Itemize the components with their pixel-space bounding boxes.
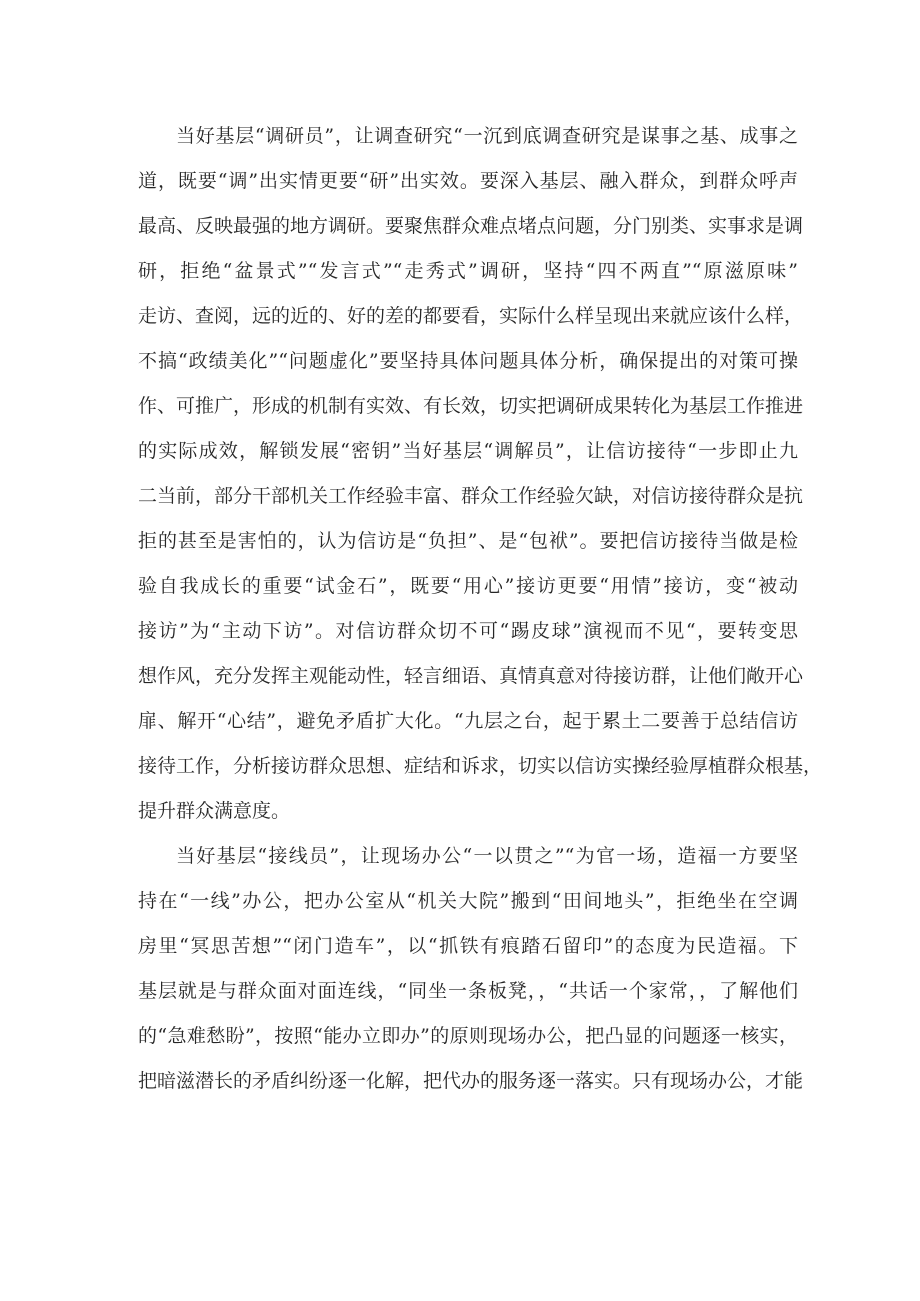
- paragraph-2-line-6: 把暗滋潜长的矛盾纠纷逐一化解，把代办的服务逐一落实。只有现场办公，才能: [138, 1070, 804, 1092]
- body-text: [138, 124, 823, 1254]
- paragraph-1-line-1: 当好基层“调研员”，让调查研究“一沉到底调查研究是谋事之基、成事之: [176, 125, 798, 147]
- paragraph-1-line-15: 接待工作，分析接访群众思想、症结和诉求，切实以信访实操经验厚植群众根基，: [138, 755, 823, 777]
- paragraph-1-line-9: 二当前，部分干部机关工作经验丰富、群众工作经验欠缺，对信访接待群众是抗: [138, 485, 804, 507]
- paragraph-1-line-2: 道，既要“调”出实情更要“研”出实效。要深入基层、融入群众，到群众呼声: [138, 170, 798, 192]
- paragraph-1-line-12: 接访”为“主动下访”。对信访群众切不可“踢皮球”演视而不见“，要转变思: [138, 620, 798, 642]
- paragraph-1-line-3: 最高、反映最强的地方调研。要聚焦群众难点堵点问题，分门别类、实事求是调: [138, 215, 804, 237]
- paragraph-2-line-5: 的“急难愁盼”，按照“能办立即办”的原则现场办公，把凸显的问题逐一核实，: [138, 1025, 798, 1047]
- paragraph-1-line-14: 扉、解开“心结”，避免矛盾扩大化。“九层之台，起于累土二要善于总结信访: [138, 710, 798, 732]
- paragraph-2-line-3: 房里“冥思苦想”“闭门造车”，以“抓铁有痕踏石留印”的态度为民造福。下: [138, 935, 798, 957]
- paragraph-1-line-4: 研，拒绝“盆景式”“发言式”“走秀式”调研，坚持“四不两直”“原滋原味”: [138, 260, 798, 282]
- paragraph-1-line-6: 不搞“政绩美化”“问题虚化”要坚持具体问题具体分析，确保提出的对策可操: [138, 350, 798, 372]
- paragraph-1-line-8: 的实际成效，解锁发展“密钥”当好基层“调解员”，让信访接待“一步即止九: [138, 440, 798, 462]
- paragraph-1-line-16: 提升群众满意度。: [138, 800, 291, 822]
- paragraph-1-line-10: 拒的甚至是害怕的，认为信访是“负担”、是“包袱”。要把信访接待当做是检: [138, 530, 798, 552]
- paragraph-2-line-1: 当好基层“接线员”，让现场办公“一以贯之”“为官一场，造福一方要坚: [176, 845, 798, 867]
- paragraph-1-line-7: 作、可推广，形成的机制有实效、有长效，切实把调研成果转化为基层工作推进: [138, 395, 804, 417]
- paragraph-2-line-4: 基层就是与群众面对面连线，“同坐一条板凳，，“共话一个家常，，了解他们: [138, 980, 798, 1002]
- paragraph-1-line-13: 想作风，充分发挥主观能动性，轻言细语、真情真意对待接访群，让他们敞开心: [138, 665, 804, 687]
- paragraph-1-line-5: 走访、查阅，远的近的、好的差的都要看，实际什么样呈现出来就应该什么样，: [138, 305, 804, 327]
- paragraph-1-line-11: 验自我成长的重要“试金石”，既要“用心”接访更要“用情”接访，变“被动: [138, 575, 798, 597]
- paragraph-2-line-2: 持在“一线”办公，把办公室从“机关大院”搬到“田间地头”，拒绝坐在空调: [138, 890, 798, 912]
